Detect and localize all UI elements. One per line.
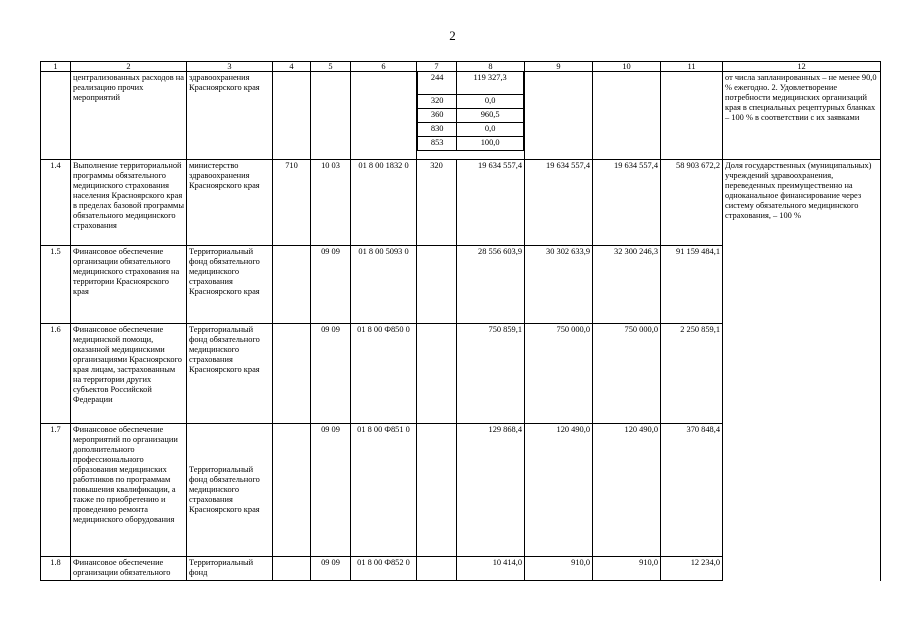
cell-c6: 01 8 00 1832 0 <box>351 160 417 246</box>
cell-c8: 750 859,1 <box>457 324 525 424</box>
sub-c7: 830 <box>418 122 457 136</box>
header-cell: 8 <box>457 62 525 72</box>
subrows-table <box>417 72 524 151</box>
row-organization: Территориальный фонд обязательного медицинского страхования Красноярского края <box>187 246 273 324</box>
cell-c5: 09 09 <box>311 424 351 557</box>
header-row <box>41 62 881 72</box>
cell-c9: 750 000,0 <box>525 324 593 424</box>
header-cell: 1 <box>41 62 71 72</box>
cell-c7 <box>417 324 457 424</box>
cell-c11: 2 250 859,1 <box>661 324 723 424</box>
cell-c10: 32 300 246,3 <box>593 246 661 324</box>
row-name: Финансовое обеспечение организации обязательного <box>71 557 187 581</box>
sub-c7: 320 <box>418 94 457 108</box>
cell-c8: 28 556 603,9 <box>457 246 525 324</box>
cell-c10: 19 634 557,4 <box>593 160 661 246</box>
cell-c5: 09 09 <box>311 246 351 324</box>
header-cell: 7 <box>417 62 457 72</box>
row-organization: министерство здравоохранения Красноярского края <box>187 160 273 246</box>
sub-c8: 100,0 <box>457 136 524 150</box>
row-indicator: от числа запланированных – не менее 90,0 % ежегодно. 2. Удовлетворение потребности медицинских организаций края в специальных рецептурных бланках – 100 % в соответствии с их заявками <box>723 72 881 160</box>
header-cell: 3 <box>187 62 273 72</box>
row-name: Выполнение территориальной программы обязательного медицинского страхования населения Красноярского края в пределах базовой программы обязательного медицинского страхования <box>71 160 187 246</box>
sub-c8: 119 327,3 <box>457 72 524 94</box>
cell-c4 <box>273 557 311 581</box>
cell-c10: 910,0 <box>593 557 661 581</box>
cell-c5: 09 09 <box>311 324 351 424</box>
cell-c4 <box>273 324 311 424</box>
cell-c11: 91 159 484,1 <box>661 246 723 324</box>
cell-c7 <box>417 246 457 324</box>
row-organization: Территориальный фонд <box>187 557 273 581</box>
cell-c11 <box>661 72 723 160</box>
row-organization: Территориальный фонд обязательного медицинского страхования Красноярского края <box>187 324 273 424</box>
cell-c9: 910,0 <box>525 557 593 581</box>
cell-c8: 19 634 557,4 <box>457 160 525 246</box>
table-row <box>41 246 881 324</box>
cell-c10: 120 490,0 <box>593 424 661 557</box>
row-name: Финансовое обеспечение мероприятий по организации дополнительного профессионального образования медицинских работников по программам повышения квалификации, а также по приобретению и проведению ремонта медицинского оборудования <box>71 424 187 557</box>
cell-c11: 12 234,0 <box>661 557 723 581</box>
cell-c6 <box>351 72 417 160</box>
row-indicator: Доля государственных (муниципальных) учреждений здравоохранения, переведенных преимущественно на одноканальное финансирование через систему обязательного медицинского страхования, – 100 % <box>723 160 881 246</box>
table-row <box>41 72 881 160</box>
cell-c4: 710 <box>273 160 311 246</box>
cell-c4 <box>273 424 311 557</box>
cell-c10 <box>593 72 661 160</box>
sub-c8: 0,0 <box>457 122 524 136</box>
row-organization: Территориальный фонд обязательного медицинского страхования Красноярского края <box>187 424 273 557</box>
subrow <box>418 108 524 122</box>
cell-c9: 120 490,0 <box>525 424 593 557</box>
header-cell: 5 <box>311 62 351 72</box>
row-name: Финансовое обеспечение медицинской помощи, оказанной медицинскими организациями Красноярского края лицам, застрахованным на территории других субъектов Российской Федерации <box>71 324 187 424</box>
cell-c9 <box>525 72 593 160</box>
header-cell: 10 <box>593 62 661 72</box>
header-cell: 9 <box>525 62 593 72</box>
row-number: 1.8 <box>41 557 71 581</box>
cell-c9: 30 302 633,9 <box>525 246 593 324</box>
cell-c6: 01 8 00 Ф851 0 <box>351 424 417 557</box>
sub-c7: 244 <box>418 72 457 94</box>
cell-c7 <box>417 557 457 581</box>
subrow <box>418 136 524 150</box>
header-cell: 2 <box>71 62 187 72</box>
sub-c8: 960,5 <box>457 108 524 122</box>
page-number: 2 <box>449 28 456 43</box>
subrows-cell <box>417 72 525 160</box>
row-organization: здравоохранения Красноярского края <box>187 72 273 160</box>
cell-c7 <box>417 424 457 557</box>
cell-c5: 09 09 <box>311 557 351 581</box>
header-cell: 6 <box>351 62 417 72</box>
row-number: 1.6 <box>41 324 71 424</box>
cell-c11: 58 903 672,2 <box>661 160 723 246</box>
cell-c9: 19 634 557,4 <box>525 160 593 246</box>
row-number: 1.5 <box>41 246 71 324</box>
row-name: централизованных расходов на реализацию прочих мероприятий <box>71 72 187 160</box>
cell-c10: 750 000,0 <box>593 324 661 424</box>
cell-c8: 129 868,4 <box>457 424 525 557</box>
cell-c4 <box>273 72 311 160</box>
cell-c5 <box>311 72 351 160</box>
row-number <box>41 72 71 160</box>
sub-c8: 0,0 <box>457 94 524 108</box>
header-cell: 12 <box>723 62 881 72</box>
subrow <box>418 72 524 94</box>
header-cell: 4 <box>273 62 311 72</box>
cell-c4 <box>273 246 311 324</box>
sub-c7: 853 <box>418 136 457 150</box>
cell-c6: 01 8 00 Ф850 0 <box>351 324 417 424</box>
row-indicator-continued <box>723 246 881 581</box>
cell-c8: 10 414,0 <box>457 557 525 581</box>
row-number: 1.7 <box>41 424 71 557</box>
subrow <box>418 94 524 108</box>
budget-table <box>40 61 881 581</box>
row-number: 1.4 <box>41 160 71 246</box>
table-row <box>41 160 881 246</box>
cell-c6: 01 8 00 5093 0 <box>351 246 417 324</box>
sub-c7: 360 <box>418 108 457 122</box>
subrow <box>418 122 524 136</box>
header-cell: 11 <box>661 62 723 72</box>
cell-c5: 10 03 <box>311 160 351 246</box>
cell-c11: 370 848,4 <box>661 424 723 557</box>
cell-c7: 320 <box>417 160 457 246</box>
row-name: Финансовое обеспечение организации обязательного медицинского страхования на территории Красноярского края <box>71 246 187 324</box>
cell-c6: 01 8 00 Ф852 0 <box>351 557 417 581</box>
